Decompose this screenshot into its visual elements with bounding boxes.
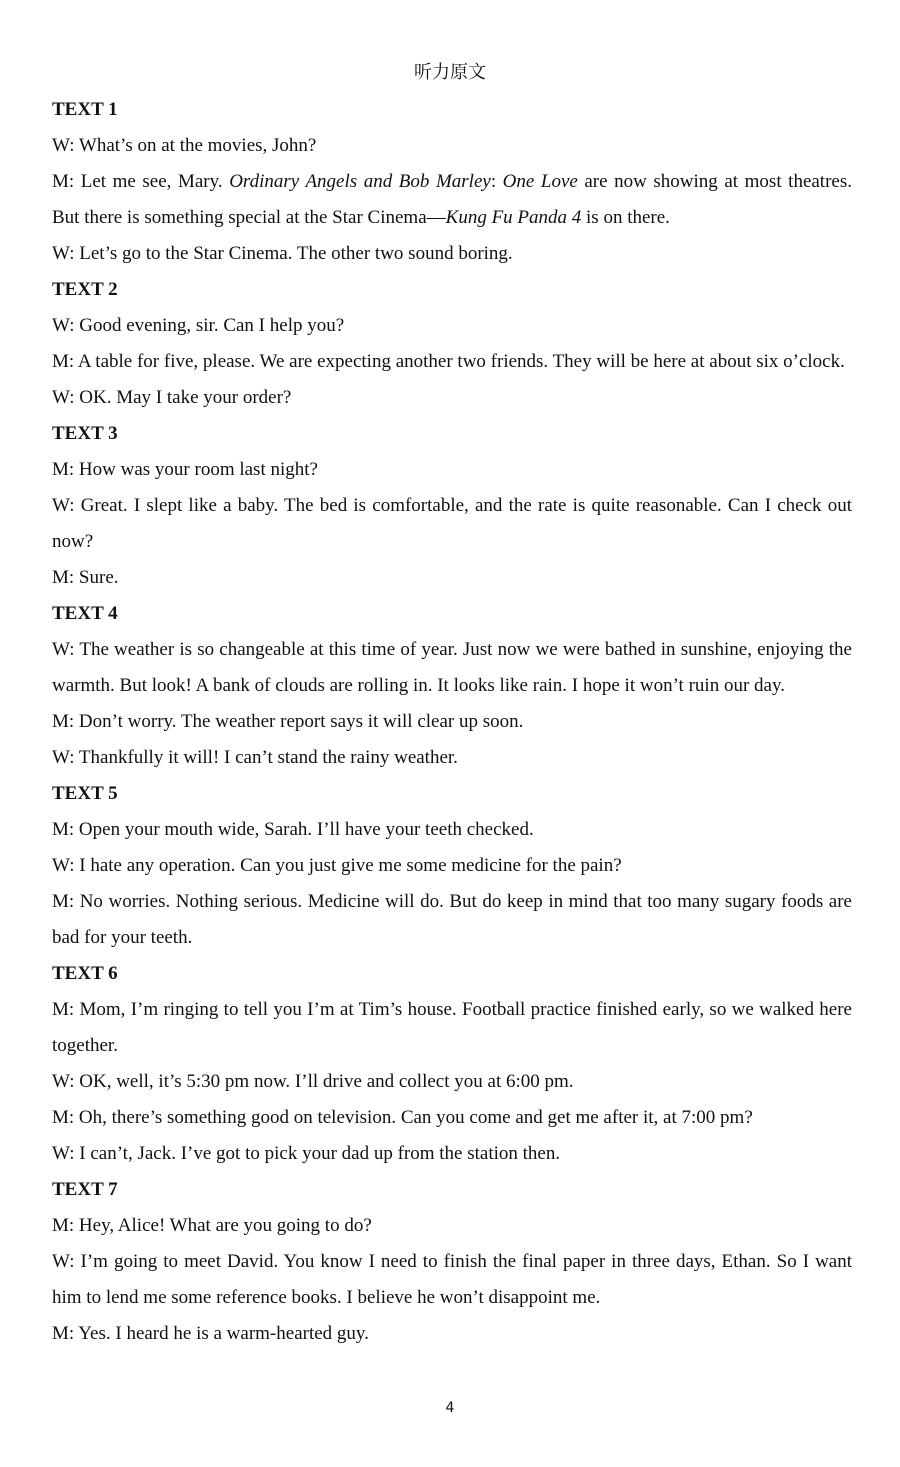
section-heading: TEXT 1 [52, 99, 118, 120]
dialogue-line [52, 344, 852, 380]
dialogue-line [52, 812, 852, 848]
page-title: 听力原文 [414, 62, 486, 83]
line-text: M: Yes. I heard he is a warm-hearted guy. [52, 1323, 369, 1344]
dialogue-line [52, 1136, 852, 1172]
dialogue-line [52, 992, 852, 1064]
dialogue-line [52, 452, 852, 488]
line-text: M: Oh, there’s something good on television. Can you come and get me after it, at 7:00 pm? [52, 1107, 753, 1128]
line-text: are now showing at most theatres. But there is something special at the Star Cinema— [52, 171, 852, 228]
line-text: M: Open your mouth wide, Sarah. I’ll have your teeth checked. [52, 819, 534, 840]
line-text: is on there. [581, 207, 670, 228]
dialogue-line [52, 1244, 852, 1316]
line-text: W: OK. May I take your order? [52, 387, 292, 408]
title-italic: Ordinary Angels and Bob Marley [229, 171, 491, 192]
section-heading: TEXT 5 [52, 783, 118, 804]
dialogue-line [52, 1064, 852, 1100]
page-number: 4 [445, 1400, 455, 1416]
dialogue-line [52, 128, 852, 164]
line-text: W: Thankfully it will! I can’t stand the rainy weather. [52, 747, 458, 768]
dialogue-line [52, 380, 852, 416]
dialogue-line [52, 848, 852, 884]
line-text: W: What’s on at the movies, John? [52, 135, 317, 156]
line-text: W: I hate any operation. Can you just give me some medicine for the pain? [52, 855, 622, 876]
dialogue-line [52, 632, 852, 704]
dialogue-line [52, 884, 852, 956]
line-text: W: Great. I slept like a baby. The bed is comfortable, and the rate is quite reasonable. Can I check out now? [52, 495, 852, 552]
line-text: M: Hey, Alice! What are you going to do? [52, 1215, 372, 1236]
dialogue-line [52, 488, 852, 560]
line-text: W: The weather is so changeable at this time of year. Just now we were bathed in sunshine, enjoying the warmth. But look! A bank of clouds are rolling in. It looks like rain. I hope it won’t ruin our day. [52, 639, 852, 696]
dialogue-line [52, 1100, 852, 1136]
transcript-body [52, 92, 852, 1352]
dialogue-line [52, 560, 852, 596]
dialogue-line [52, 1208, 852, 1244]
dialogue-line [52, 308, 852, 344]
section-heading: TEXT 3 [52, 423, 118, 444]
dialogue-line [52, 236, 852, 272]
line-text: M: Let me see, Mary. [52, 171, 230, 192]
line-text: M: Mom, I’m ringing to tell you I’m at Tim’s house. Football practice finished early, so we walked here together. [52, 999, 852, 1056]
section-heading: TEXT 4 [52, 603, 118, 624]
line-text: M: How was your room last night? [52, 459, 318, 480]
section-heading: TEXT 2 [52, 279, 118, 300]
title-italic: One Love [502, 171, 578, 192]
line-text: W: OK, well, it’s 5:30 pm now. I’ll drive and collect you at 6:00 pm. [52, 1071, 574, 1092]
line-text: M: No worries. Nothing serious. Medicine will do. But do keep in mind that too many sugary foods are bad for your teeth. [52, 891, 852, 948]
line-text: W: Let’s go to the Star Cinema. The other two sound boring. [52, 243, 513, 264]
line-text: W: I’m going to meet David. You know I need to finish the final paper in three days, Ethan. So I want him to lend me some reference books. I believe he won’t disappoint me. [52, 1251, 852, 1308]
line-text: W: I can’t, Jack. I’ve got to pick your dad up from the station then. [52, 1143, 561, 1164]
dialogue-line [52, 704, 852, 740]
line-text: M: Sure. [52, 567, 119, 588]
line-text: M: A table for five, please. We are expecting another two friends. They will be here at about six o’clock. [52, 351, 845, 372]
section-heading: TEXT 7 [52, 1179, 118, 1200]
line-text: : [490, 171, 503, 192]
dialogue-line [52, 164, 852, 236]
line-text: M: Don’t worry. The weather report says it will clear up soon. [52, 711, 524, 732]
section-heading: TEXT 6 [52, 963, 118, 984]
line-text: W: Good evening, sir. Can I help you? [52, 315, 345, 336]
dialogue-line [52, 740, 852, 776]
title-italic: Kung Fu Panda 4 [445, 207, 582, 228]
dialogue-line [52, 1316, 852, 1352]
